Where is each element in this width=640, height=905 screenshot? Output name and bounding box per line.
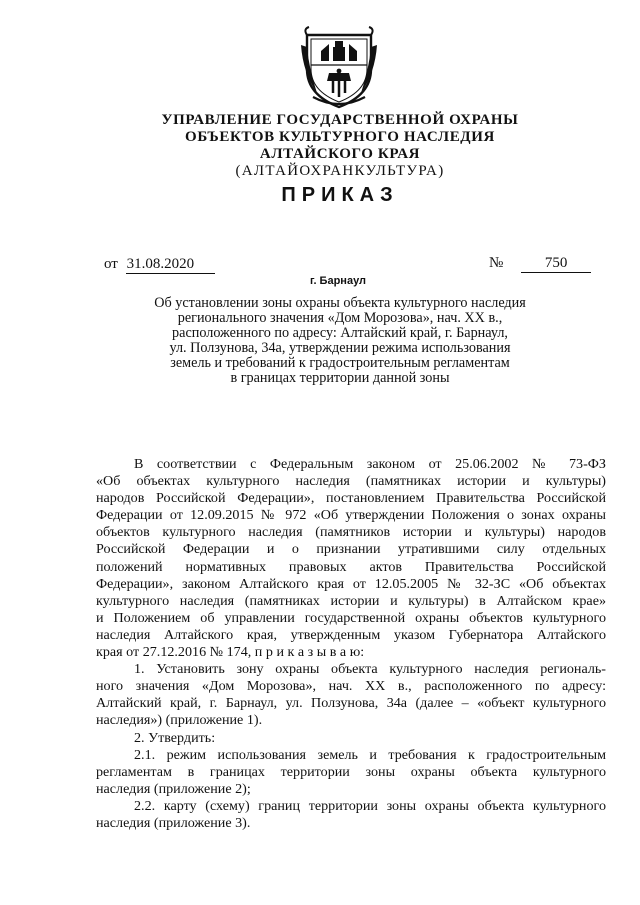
title-line: земель и требований к градостроительным регламентам [170, 355, 510, 371]
coat-of-arms-emblem [299, 25, 379, 111]
body-line: 2.2. карту (схему) границ территории зоны охраны объекта культурного [134, 797, 606, 814]
document-body [96, 456, 606, 832]
title-line: ул. Ползунова, 34а, утверждении режима использования [169, 340, 511, 356]
number-prefix: № [489, 255, 504, 271]
body-line: ного значения «Дом Морозова», нач. XX в., расположенного по адресу: [96, 678, 606, 695]
agency-header-line: ОБЪЕКТОВ КУЛЬТУРНОГО НАСЛЕДИЯ [185, 129, 495, 145]
body-line: народов Российской Федерации», постановлением Правительства Российской [96, 490, 606, 507]
body-line: В соответствии с Федеральным законом от 25.06.2002 № 73-ФЗ [134, 456, 606, 472]
body-line: культурного наследия (памятниках истории и культуры) в Алтайском крае» [96, 592, 606, 609]
body-line: и Положением об управлении государственной охраны объектов культурного [96, 609, 606, 626]
title-line: в границах территории данной зоны [230, 370, 450, 386]
body-line: Алтайский край, г. Барнаул, ул. Ползунова, 34а (далее – «объект культурного [96, 695, 606, 712]
document-number: 750 [521, 255, 591, 273]
body-line: положений нормативных правовых актов Правительства Российской [96, 558, 606, 575]
body-line: регламентам в границах территории зоны охраны объекта культурного [96, 763, 606, 780]
title-line: регионального значения «Дом Морозова», нач. XX в., [177, 310, 503, 326]
body-line: Российской Федерации и о признании утратившими силу отдельных [96, 541, 606, 558]
body-line: края от 27.12.2016 № 174, п р и к а з ы в а ю: [96, 644, 365, 661]
body-line: «Об объектах культурного наследия (памятниках истории и культуры) [96, 473, 606, 490]
document-date: 31.08.2020 [126, 256, 215, 274]
title-line: Об установлении зоны охраны объекта культурного наследия [154, 295, 526, 311]
document-number-row [489, 255, 591, 273]
agency-short-name: (АЛТАЙОХРАНКУЛЬТУРА) [235, 163, 445, 179]
body-line: 2.1. режим использования земель и требования к градостроительным [134, 746, 606, 763]
document-type-heading: ПРИКАЗ [281, 184, 399, 206]
body-line: 2. Утвердить: [134, 729, 216, 746]
body-line: Федерации от 12.09.2015 № 972 «Об утверждении Положения о зонах охраны [96, 507, 606, 524]
body-line: наследия (приложение 2); [96, 780, 251, 797]
body-line: объектов культурного наследия (памятников истории и культуры) народов [96, 524, 606, 541]
document-city: г. Барнаул [309, 275, 367, 287]
body-line: наследия (приложение 3). [96, 814, 251, 831]
agency-header [160, 112, 520, 180]
document-title [130, 296, 550, 386]
title-line: расположенного по адресу: Алтайский край, г. Барнаул, [172, 325, 508, 341]
body-line: наследия Алтайского края, утвержденным указом Губернатора Алтайского [96, 626, 606, 643]
body-line: 1. Установить зону охраны объекта культурного наследия региональ- [134, 661, 606, 678]
date-prefix: от [104, 256, 118, 272]
document-date-row [104, 256, 215, 274]
body-line: наследия») (приложение 1). [96, 712, 263, 729]
agency-header-line: УПРАВЛЕНИЕ ГОСУДАРСТВЕННОЙ ОХРАНЫ [161, 112, 519, 128]
agency-header-line: АЛТАЙСКОГО КРАЯ [259, 146, 421, 162]
body-line: Федерации», законом Алтайского края от 12.05.2005 № 32-ЗС «Об объектах [96, 575, 606, 592]
